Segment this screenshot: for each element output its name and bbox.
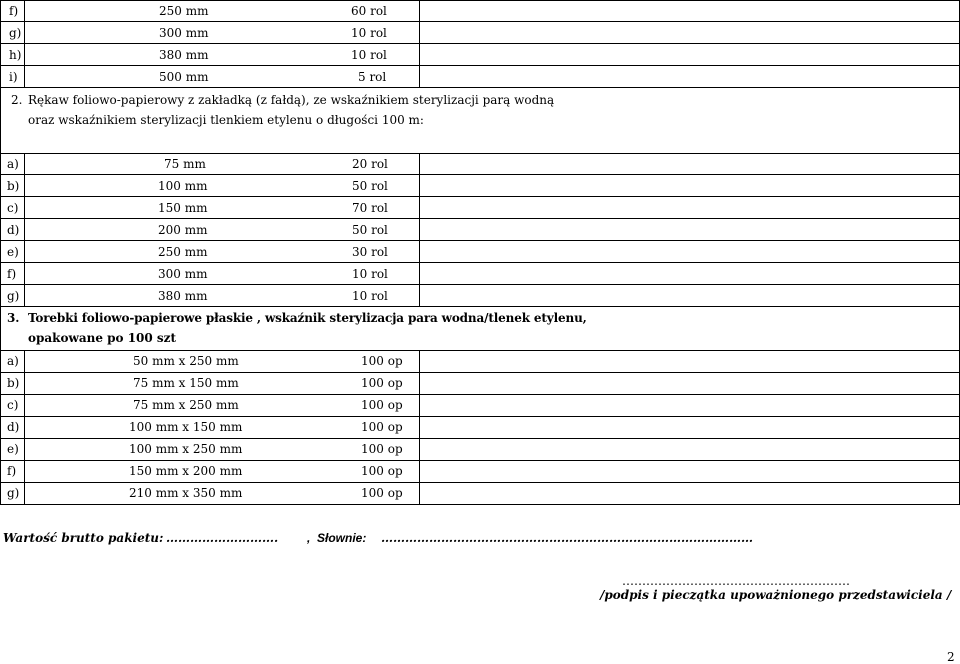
row-letter: e)	[7, 442, 19, 456]
section2-number: 2.	[11, 93, 23, 107]
row-letter: d)	[7, 223, 20, 237]
row-qty: 20 rol	[352, 157, 388, 171]
row-letter: f)	[9, 4, 19, 18]
row-letter: b)	[7, 376, 20, 390]
row-qty: 100 op	[361, 376, 403, 390]
row-letter: i)	[9, 70, 18, 84]
row-qty: 50 rol	[352, 179, 388, 193]
section3-title-line1: Torebki foliowo-papierowe płaskie , wskaźnik sterylizacja para wodna/tlenek etylenu,	[28, 311, 587, 325]
row-letter: c)	[7, 201, 19, 215]
row-size: 75 mm x 250 mm	[133, 398, 239, 412]
page-number: 2	[947, 650, 955, 664]
row-letter: a)	[7, 354, 19, 368]
row-size: 100 mm x 150 mm	[129, 420, 243, 434]
row-qty: 30 rol	[352, 245, 388, 259]
row-qty: 100 op	[361, 420, 403, 434]
section3-title-line2: opakowane po 100 szt	[28, 331, 177, 345]
row-size: 200 mm	[158, 223, 208, 237]
row-qty: 100 op	[361, 486, 403, 500]
row-size: 100 mm	[158, 179, 208, 193]
row-letter: g)	[7, 486, 20, 500]
section2-title-line2: oraz wskaźnikiem sterylizacji tlenkiem etylenu o długości 100 m:	[28, 113, 424, 127]
row-qty: 10 rol	[351, 48, 387, 62]
row-size: 300 mm	[158, 267, 208, 281]
total-gross-label: Wartość brutto pakietu:	[3, 531, 164, 545]
row-size: 75 mm x 150 mm	[133, 376, 239, 390]
row-qty: 70 rol	[352, 201, 388, 215]
row-letter: b)	[7, 179, 20, 193]
row-qty: 100 op	[361, 464, 403, 478]
row-qty: 60 rol	[351, 4, 387, 18]
row-letter: c)	[7, 398, 19, 412]
row-size: 250 mm	[158, 245, 208, 259]
row-letter: h)	[9, 48, 22, 62]
in-words-label: Słownie:	[317, 531, 367, 545]
row-qty: 5 rol	[358, 70, 387, 84]
row-size: 500 mm	[159, 70, 209, 84]
row-letter: a)	[7, 157, 19, 171]
row-qty: 50 rol	[352, 223, 388, 237]
section3-number: 3.	[7, 311, 20, 325]
row-size: 75 mm	[164, 157, 206, 171]
total-sep: ,	[307, 531, 311, 545]
row-size: 150 mm	[158, 201, 208, 215]
in-words-dots: …………………………………………………………………………………	[381, 531, 753, 545]
row-qty: 100 op	[361, 354, 403, 368]
row-letter: f)	[7, 267, 17, 281]
row-size: 210 mm x 350 mm	[129, 486, 243, 500]
row-qty: 10 rol	[352, 289, 388, 303]
row-letter: e)	[7, 245, 19, 259]
row-size: 380 mm	[159, 48, 209, 62]
row-letter: d)	[7, 420, 20, 434]
row-size: 100 mm x 250 mm	[129, 442, 243, 456]
row-size: 150 mm x 200 mm	[129, 464, 243, 478]
row-size: 50 mm x 250 mm	[133, 354, 239, 368]
row-size: 380 mm	[158, 289, 208, 303]
row-letter: f)	[7, 464, 17, 478]
row-qty: 10 rol	[352, 267, 388, 281]
row-size: 250 mm	[159, 4, 209, 18]
section2-title-line1: Rękaw foliowo-papierowy z zakładką (z fałdą), ze wskaźnikiem sterylizacji parą wodną	[28, 93, 555, 107]
row-qty: 100 op	[361, 442, 403, 456]
signature-dots: …………………………………………………	[622, 574, 850, 588]
row-size: 300 mm	[159, 26, 209, 40]
row-letter: g)	[9, 26, 22, 40]
row-qty: 10 rol	[351, 26, 387, 40]
signature-label: /podpis i pieczątka upoważnionego przedstawiciela /	[600, 588, 952, 602]
row-letter: g)	[7, 289, 20, 303]
row-qty: 100 op	[361, 398, 403, 412]
total-gross-dots: ……………………….	[166, 531, 279, 545]
